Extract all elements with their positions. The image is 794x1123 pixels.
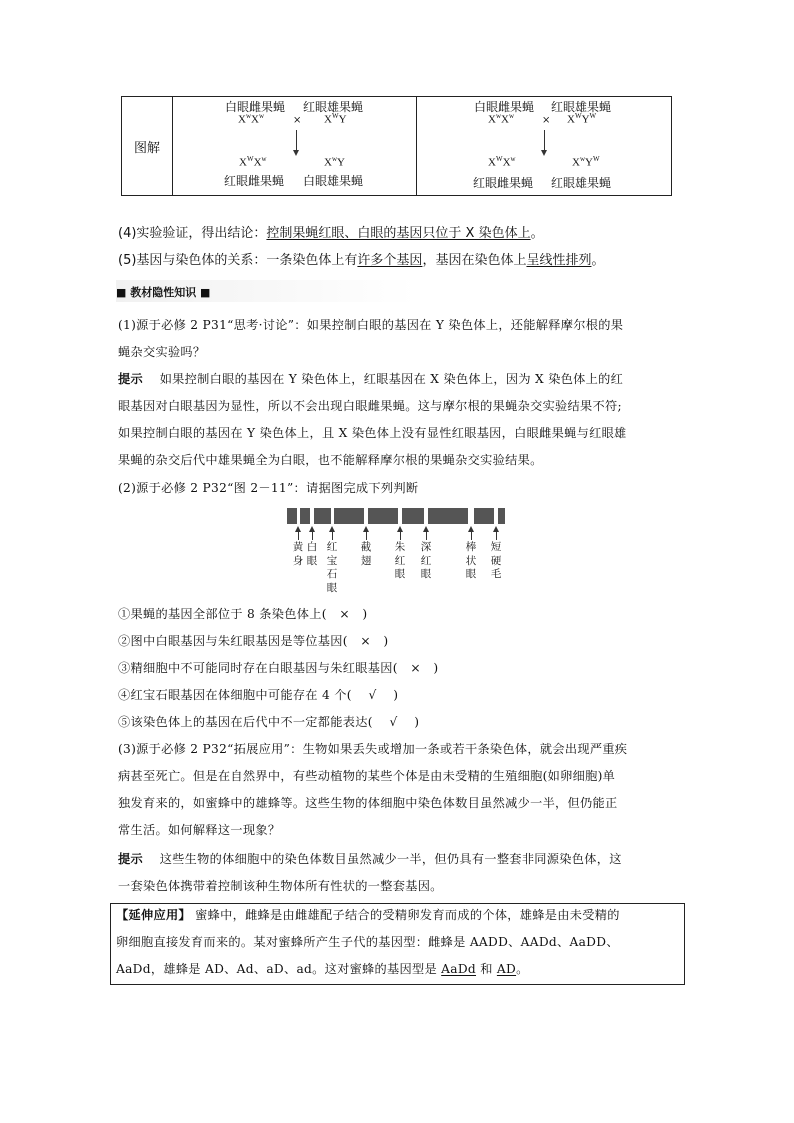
f1-male-genotype: $X^wY^W$ xyxy=(572,155,600,169)
point-4: (4)实验验证，得出结论：控制果蝇红眼、白眼的基因只位于 X 染色体上。 xyxy=(118,226,544,241)
gene-label-bar-eye: 棒状眼 xyxy=(465,541,477,580)
judgment-item: ①果蝇的基因全部位于 8 条染色体上( × ) xyxy=(118,607,368,621)
extension-line: 卵细胞直接发育而来的。某对蜜蜂所产生子代的基因型：雌蜂是 AADD、AADd、AaDD、 xyxy=(116,935,619,949)
chromosome-segment xyxy=(428,508,468,524)
cross-right xyxy=(417,97,671,195)
f1-female-label: 红眼雌果蝇 xyxy=(224,174,285,188)
extension-line: 【延伸应用】 蜜蜂中，雌蜂是由雌雄配子结合的受精卵发育而成的个体，雄蜂是由未受精的 xyxy=(116,908,620,922)
q1-line: (1)源于必修 2 P31“思考·讨论”：如果控制白眼的基因在 Y 染色体上，还能解释摩尔根的果 xyxy=(118,318,624,332)
chromosome-segment xyxy=(287,508,297,524)
gene-label-garnet-eye: 深红眼 xyxy=(420,541,432,580)
q1-hint-line: 果蝇的杂交后代中雄果蝇全为白眼，也不能解释摩尔根的果蝇杂交实验结果。 xyxy=(118,453,543,467)
f1-male-genotype: $X^wY$ xyxy=(324,155,345,169)
chromosome-segment xyxy=(498,508,505,524)
p-male-label: 红眼雄果蝇 xyxy=(303,100,364,114)
chromosome-segment xyxy=(334,508,364,524)
gene-label-cut-wing: 截翅 xyxy=(360,541,372,567)
gene-label-white-eye: 白眼 xyxy=(306,541,318,567)
q1-line: 蝇杂交实验吗？ xyxy=(118,345,206,359)
gene-arrow xyxy=(312,530,313,540)
gene-label-yellow-body: 黄身 xyxy=(292,541,304,567)
chromosome-segment xyxy=(300,508,310,524)
gene-arrow xyxy=(298,530,299,540)
judgment-item: ⑤该染色体上的基因在后代中不一定都能表达( √ ) xyxy=(118,715,420,729)
f1-male-label: 白眼雄果蝇 xyxy=(303,174,364,188)
f1-female-genotype: $X^WX^w$ xyxy=(488,155,516,169)
point-5: (5)基因与染色体的关系：一条染色体上有许多个基因，基因在染色体上呈线性排列。 xyxy=(118,253,605,268)
gene-arrow xyxy=(366,530,367,540)
chromosome-segment xyxy=(474,508,494,524)
gene-arrow xyxy=(426,530,427,540)
q3-line: 病甚至死亡。但是在自然界中，有些动植物的某些个体是由未受精的生殖细胞(如卵细胞)单 xyxy=(118,769,616,783)
q3-line: (3)源于必修 2 P32“拓展应用”：生物如果丢失或增加一条或若干条染色体，就会出现严重疾 xyxy=(118,742,628,756)
cross-symbol: × xyxy=(293,115,302,126)
cross-arrow xyxy=(544,130,545,152)
gene-label-vermilion-eye: 朱红眼 xyxy=(394,541,406,580)
judgment-item: ②图中白眼基因与朱红眼基因是等位基因( × ) xyxy=(118,634,389,648)
gene-arrow xyxy=(400,530,401,540)
p-female-genotype: $X^wX^w$ xyxy=(238,112,265,126)
section-title: ■ 教材隐性知识 ■ xyxy=(116,286,211,299)
q1-hint-line: 如果控制白眼的基因在 Y 染色体上，且 X 染色体上没有显性红眼基因，白眼雌果蝇与红眼雄 xyxy=(118,426,627,440)
gene-label-short-bristle: 短硬毛 xyxy=(490,541,502,580)
q3-hint-line: 一套染色体携带着控制该种生物体所有性状的一整套基因。 xyxy=(118,879,443,893)
p-female-label: 白眼雌果蝇 xyxy=(225,100,286,114)
p-female-genotype: $X^wX^w$ xyxy=(488,112,515,126)
p-male-label: 红眼雄果蝇 xyxy=(551,100,612,114)
p-male-genotype: $X^WY$ xyxy=(324,112,347,126)
f1-female-genotype: $X^WX^w$ xyxy=(239,155,267,169)
judgment-item: ③精细胞中不可能同时存在白眼基因与朱红眼基因( × ) xyxy=(118,661,439,675)
gene-arrow xyxy=(471,530,472,540)
p-female-label: 白眼雌果蝇 xyxy=(474,100,535,114)
extension-line: AaDd，雄蜂是 AD、Ad、aD、ad。这对蜜蜂的基因型是 AaDd 和 AD。 xyxy=(116,962,529,976)
chromosome-segment xyxy=(314,508,331,524)
chromosome-segment xyxy=(402,508,424,524)
q3-line: 常生活。如何解释这一现象？ xyxy=(118,823,281,837)
q3-line: 独发育来的，如蜜蜂中的雄蜂等。这些生物的体细胞中染色体数目虽然减少一半，但仍能正 xyxy=(118,796,618,810)
q1-hint-line: 提示 如果控制白眼的基因在 Y 染色体上，红眼基因在 X 染色体上，因为 X 染色体上的红 xyxy=(118,372,624,386)
gene-arrow xyxy=(332,530,333,540)
cross-diagram-table xyxy=(121,96,672,196)
q3-hint-line: 提示 这些生物的体细胞中的染色体数目虽然减少一半，但仍具有一整套非同源染色体，这 xyxy=(118,852,622,866)
cross-arrow xyxy=(296,130,297,152)
f1-male-label: 红眼雄果蝇 xyxy=(551,176,612,190)
cross-symbol: × xyxy=(542,115,551,126)
cross-left xyxy=(173,97,417,195)
gene-arrow xyxy=(496,530,497,540)
q1-hint-line: 眼基因对白眼基因为显性，所以不会出现白眼雌果蝇。这与摩尔根的果蝇杂交实验结果不符; xyxy=(118,399,622,413)
chromosome-segment xyxy=(368,508,398,524)
diagram-label: 图解 xyxy=(122,97,173,195)
judgment-item: ④红宝石眼基因在体细胞中可能存在 4 个( √ ) xyxy=(118,688,399,702)
f1-female-label: 红眼雌果蝇 xyxy=(473,176,534,190)
p-male-genotype: $X^WY^W$ xyxy=(567,112,597,126)
q2-line: (2)源于必修 2 P32“图 2－11”：请据图完成下列判断 xyxy=(118,481,419,495)
gene-label-ruby-eye: 红宝石眼 xyxy=(326,541,338,594)
